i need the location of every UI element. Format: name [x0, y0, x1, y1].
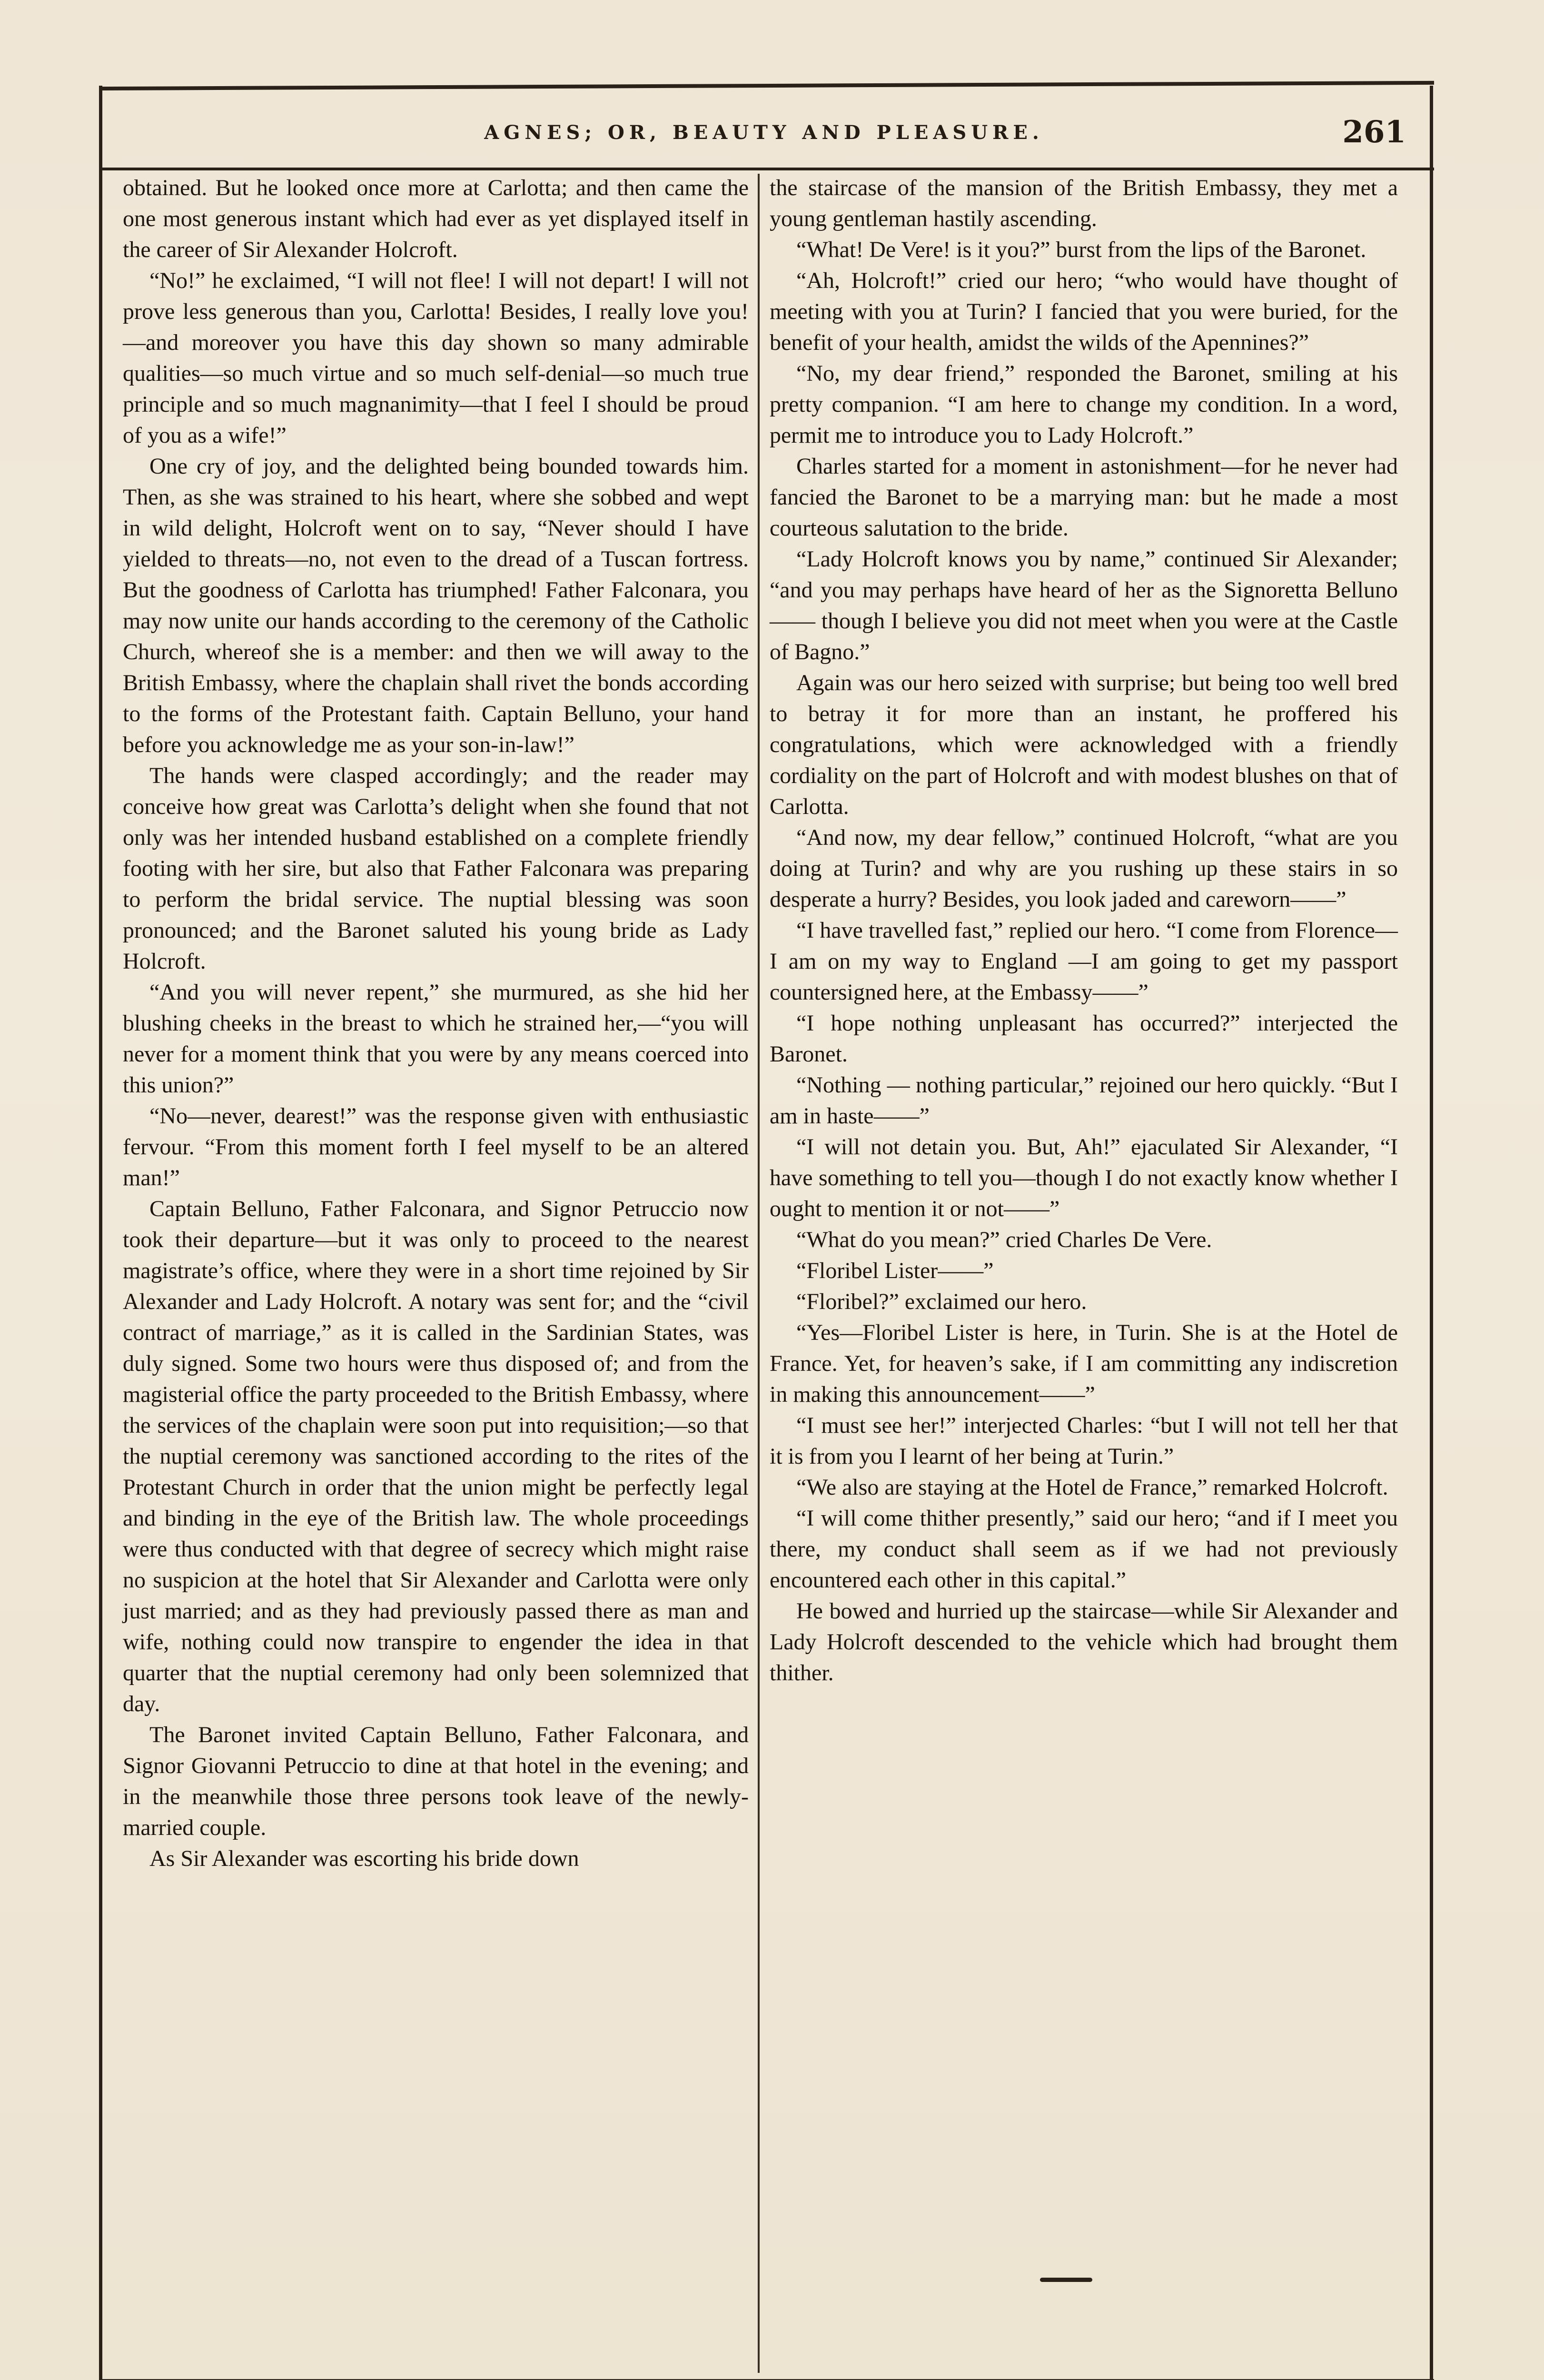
section-end-ornament — [1040, 2278, 1092, 2282]
paragraph: “I hope nothing unpleasant has occurred?” interjected the Baronet. — [770, 1011, 1398, 1067]
right-column — [770, 172, 1398, 1688]
paragraph: “And you will never repent,” she murmured, as she hid her blushing cheeks in the breast to which he strained her,—“you will never for a moment think that you were by any means coerced into this union?” — [123, 980, 749, 1098]
paragraph: “Nothing — nothing particular,” rejoined our hero quickly. “But I am in haste——” — [770, 1072, 1398, 1129]
right-border-rule — [1430, 86, 1433, 2380]
paragraph: “We also are staying at the Hotel de France,” remarked Holcroft. — [796, 1475, 1388, 1500]
paragraph: “Yes—Floribel Lister is here, in Turin. She is at the Hotel de France. Yet, for heaven’s sake, if I am committing any indiscretion in making this announcement——” — [770, 1320, 1398, 1407]
paragraph: As Sir Alexander was escorting his bride down — [149, 1846, 579, 1871]
paragraph: Charles started for a moment in astonishment—for he never had fancied the Baronet to be a marrying man: but he made a most courteous salutation to the bride. — [770, 454, 1398, 541]
paragraph: “I must see her!” interjected Charles: “but I will not tell her that it is from you I learnt of her being at Turin.” — [770, 1413, 1398, 1469]
paragraph: “Ah, Holcroft!” cried our hero; “who would have thought of meeting with you at Turin? I fancied that you were buried, for the benefit of your health, amidst the wilds of the Apennines?” — [770, 268, 1398, 355]
left-border-rule — [99, 86, 102, 2380]
paragraph: “Floribel?” exclaimed our hero. — [796, 1289, 1087, 1314]
paragraph: “What! De Vere! is it you?” burst from the lips of the Baronet. — [796, 237, 1366, 262]
column-divider — [758, 174, 760, 2373]
paragraph: “I will not detain you. But, Ah!” ejaculated Sir Alexander, “I have something to tell you—though I do not exactly know whether I ought to mention it or not——” — [770, 1134, 1398, 1221]
paragraph: “What do you mean?” cried Charles De Vere. — [796, 1227, 1212, 1252]
paragraph: the staircase of the mansion of the British Embassy, they met a young gentleman hastily ascending. — [770, 175, 1398, 231]
paragraph: obtained. But he looked once more at Carlotta; and then came the one most generous instant which had ever as yet displayed itself in the career of Sir Alexander Holcroft. — [123, 175, 749, 262]
page-number: 261 — [1342, 114, 1406, 150]
paragraph: “Floribel Lister——” — [796, 1258, 994, 1283]
paragraph: “Lady Holcroft knows you by name,” continued Sir Alexander; “and you may perhaps have heard of her as the Signoretta Belluno—— though I believe you did not meet when you were at the Castle of Bagno.” — [770, 546, 1398, 664]
paragraph: The Baronet invited Captain Belluno, Father Falconara, and Signor Giovanni Petruccio to dine at that hotel in the evening; and in the meanwhile those three persons took leave of the newly-married couple. — [123, 1722, 749, 1840]
paragraph: He bowed and hurried up the staircase—while Sir Alexander and Lady Holcroft descended to the vehicle which had brought them thither. — [770, 1598, 1398, 1686]
paragraph: “No, my dear friend,” responded the Baronet, smiling at his pretty companion. “I am here to change my condition. In a word, permit me to introduce you to Lady Holcroft.” — [770, 361, 1398, 448]
paragraph: The hands were clasped accordingly; and the reader may conceive how great was Carlotta’s delight when she found that not only was her intended husband established on a complete friendly footing with her sire, but also that Father Falconara was preparing to perform the bridal service. The nuptial blessing was soon pronounced; and the Baronet saluted his young bride as Lady Holcroft. — [123, 763, 749, 974]
paragraph: “No!” he exclaimed, “I will not flee! I will not depart! I will not prove less generous than you, Carlotta! Besides, I really love you!—and moreover you have this day shown so many admirable qualities—so much virtue and so much self-denial—so much true principle and so much magnanimity—that I feel I should be proud of you as a wife!” — [123, 268, 749, 448]
paragraph: “I will come thither presently,” said our hero; “and if I meet you there, my conduct shall seem as if we had not previously encountered each other in this capital.” — [770, 1506, 1398, 1593]
paragraph: Captain Belluno, Father Falconara, and Signor Petruccio now took their departure—but it was only to proceed to the nearest magistrate’s office, where they were in a short time rejoined by Sir Alexander and Lady Holcroft. A notary was sent for; and the “civil contract of marriage,” as it is called in the Sardinian States, was duly signed. Some two hours were thus disposed of; and from the magisterial office the party proceeded to the British Embassy, where the services of the chaplain were soon put into requisition;—so that the nuptial ceremony was sanctioned according to the rites of the Protestant Church in order that the union might be perfectly legal and binding in the eye of the British law. The whole proceedings were thus conducted with that degree of secrecy which might raise no suspicion at the hotel that Sir Alexander and Carlotta were only just married; and as they had previously passed there as man and wife, nothing could now transpire to engender the idea in that quarter that the nuptial ceremony had only been solemnized that day. — [123, 1196, 749, 1716]
paragraph: Again was our hero seized with surprise; but being too well bred to betray it for more than an instant, he proffered his congratulations, which were acknowledged with a friendly cordiality on the part of Holcroft and with modest blushes on that of Carlotta. — [770, 670, 1398, 819]
top-border-rule — [99, 81, 1434, 90]
paragraph: “No—never, dearest!” was the response given with enthusiastic fervour. “From this moment forth I feel myself to be an altered man!” — [123, 1103, 749, 1190]
left-column — [123, 172, 749, 1874]
running-head: AGNES; OR, BEAUTY AND PLEASURE. — [484, 121, 1044, 144]
paragraph: One cry of joy, and the delighted being bounded towards him. Then, as she was strained to his heart, where she sobbed and wept in wild delight, Holcroft went on to say, “Never should I have yielded to threats—no, not even to the dread of a Tuscan fortress. But the goodness of Carlotta has triumphed! Father Falconara, you may now unite our hands according to the ceremony of the Catholic Church, whereof she is a member: and then we will away to the British Embassy, where the chaplain shall rivet the bonds according to the forms of the Protestant faith. Captain Belluno, your hand before you acknowledge me as your son-in-law!” — [123, 454, 749, 757]
paragraph: “And now, my dear fellow,” continued Holcroft, “what are you doing at Turin? and why are you rushing up these stairs in so desperate a hurry? Besides, you look jaded and careworn——” — [770, 825, 1398, 912]
paragraph: “I have travelled fast,” replied our hero. “I come from Florence—I am on my way to England —I am going to get my passport countersigned here, at the Embassy——” — [770, 918, 1398, 1005]
header-rule — [99, 168, 1434, 170]
